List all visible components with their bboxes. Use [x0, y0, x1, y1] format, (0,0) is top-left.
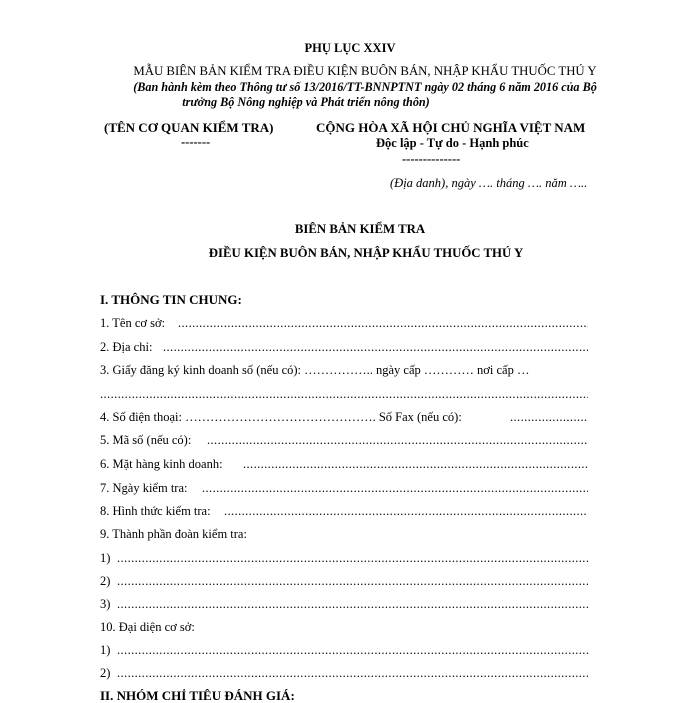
- field-fax-blank[interactable]: [510, 410, 588, 425]
- field-license-blank[interactable]: [100, 387, 588, 402]
- appendix-title: PHỤ LỤC XXIV: [304, 41, 396, 55]
- nation-motto: Độc lập - Tự do - Hạnh phúc: [376, 136, 529, 150]
- field-code-blank[interactable]: [207, 433, 588, 448]
- team-member-2-blank[interactable]: [117, 574, 588, 589]
- field-goods-blank[interactable]: [243, 457, 588, 472]
- representative-2-label: 2): [100, 666, 111, 680]
- team-member-3-label: 3): [100, 597, 111, 611]
- team-member-1-label: 1): [100, 551, 111, 565]
- team-member-2-label: 2): [100, 574, 111, 588]
- field-label-date: 7. Ngày kiểm tra:: [100, 481, 188, 495]
- doc-title-line-2: ĐIỀU KIỆN BUÔN BÁN, NHẬP KHẨU THUỐC THÚ Y: [208, 246, 524, 260]
- field-address-blank[interactable]: [163, 340, 588, 355]
- form-title: MẪU BIÊN BẢN KIỂM TRA ĐIỀU KIỆN BUÔN BÁN, NHẬP KHẨU THUỐC THÚ Y: [133, 64, 597, 78]
- field-label-license: 3. Giấy đăng ký kinh doanh số (nếu có): …………….. ngày cấp ………… nơi cấp …: [100, 363, 530, 377]
- agency-name: (TÊN CƠ QUAN KIỂM TRA): [104, 120, 274, 135]
- nation-name: CỘNG HÒA XÃ HỘI CHỦ NGHĨA VIỆT NAM: [316, 120, 586, 135]
- field-label-representative: 10. Đại diện cơ sở:: [100, 620, 195, 634]
- team-member-3-blank[interactable]: [117, 597, 588, 612]
- section-1-heading: I. THÔNG TIN CHUNG:: [100, 292, 242, 307]
- field-name-blank[interactable]: [178, 316, 588, 331]
- team-member-1-blank[interactable]: [117, 551, 588, 566]
- field-form-blank[interactable]: [224, 504, 588, 519]
- doc-title-line-1: BIÊN BẢN KIỂM TRA: [294, 222, 426, 236]
- field-label-form: 8. Hình thức kiểm tra:: [100, 504, 211, 518]
- field-label-code: 5. Mã số (nếu có):: [100, 433, 192, 447]
- field-label-address: 2. Địa chỉ:: [100, 340, 153, 354]
- place-date: (Địa danh), ngày …. tháng …. năm …..: [390, 176, 588, 190]
- field-label-name: 1. Tên cơ sở:: [100, 316, 166, 330]
- field-label-phone: 4. Số điện thoại: ………………………………………. Số Fax (nếu có):: [100, 410, 462, 424]
- field-label-team: 9. Thành phần đoàn kiểm tra:: [100, 527, 247, 541]
- field-label-goods: 6. Mặt hàng kinh doanh:: [100, 457, 223, 471]
- representative-2-blank[interactable]: [117, 666, 588, 681]
- agency-divider: -------: [181, 135, 211, 149]
- issued-by-line-1: (Ban hành kèm theo Thông tư số 13/2016/TT-BNNPTNT ngày 02 tháng 6 năm 2016 của Bộ: [133, 80, 597, 94]
- issued-by-line-2: trưởng Bộ Nông nghiệp và Phát triển nông thôn): [182, 95, 430, 109]
- representative-1-blank[interactable]: [117, 643, 588, 658]
- field-date-blank[interactable]: [202, 481, 588, 496]
- representative-1-label: 1): [100, 643, 111, 657]
- section-2-heading: II. NHÓM CHỈ TIÊU ĐÁNH GIÁ:: [100, 688, 295, 703]
- nation-divider: --------------: [402, 152, 461, 166]
